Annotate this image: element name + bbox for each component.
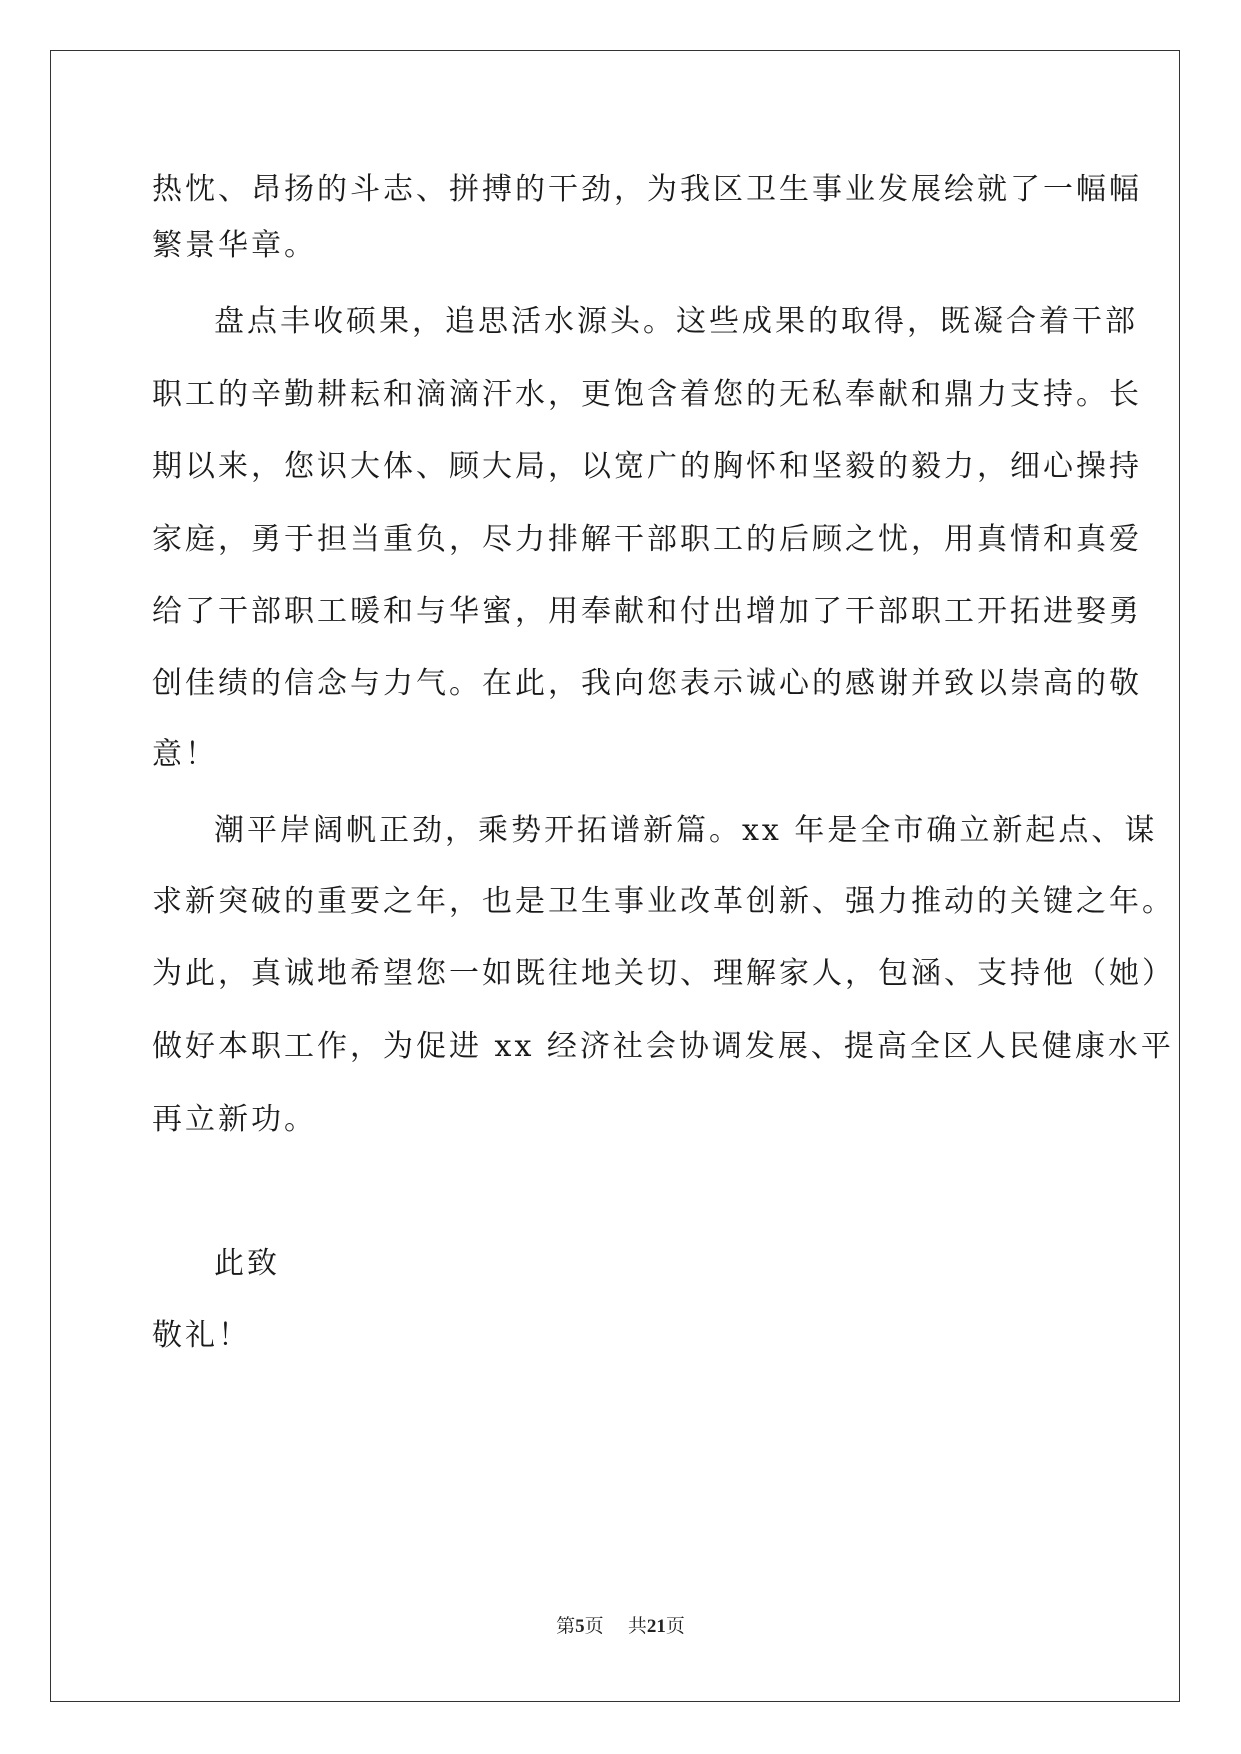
page-border <box>50 50 1180 1702</box>
total-page-count: 21 <box>646 1616 666 1637</box>
body-line: 再立新功。 <box>152 1102 317 1137</box>
body-line: 为此，真诚地希望您一如既往地关切、理解家人，包涵、支持他（她） <box>152 956 1175 991</box>
closing-regards: 敬礼！ <box>152 1318 251 1353</box>
paragraph-start-line: 潮平岸阔帆正劲，乘势开拓谱新篇。xx 年是全市确立新起点、谋 <box>214 813 1158 848</box>
footer-prefix: 第 <box>556 1615 576 1637</box>
page-footer <box>0 1614 1241 1639</box>
footer-total-unit: 页 <box>665 1615 685 1637</box>
body-line: 意！ <box>152 737 218 772</box>
body-line: 热忱、昂扬的斗志、拼搏的干劲，为我区卫生事业发展绘就了一幅幅 <box>152 172 1142 207</box>
body-line: 给了干部职工暖和与华蜜，用奉献和付出增加了干部职工开拓进娶勇 <box>152 594 1142 629</box>
current-page-number: 5 <box>575 1616 585 1637</box>
footer-page-unit: 页 <box>584 1615 604 1637</box>
body-line: 创佳绩的信念与力气。在此，我向您表示诚心的感谢并致以崇高的敬 <box>152 666 1142 701</box>
body-line: 做好本职工作，为促进 xx 经济社会协调发展、提高全区人民健康水平 <box>152 1029 1174 1064</box>
body-line: 家庭，勇于担当重负，尽力排解干部职工的后顾之忧，用真情和真爱 <box>152 522 1142 557</box>
paragraph-start-line: 盘点丰收硕果，追思活水源头。这些成果的取得，既凝合着干部 <box>214 304 1138 339</box>
footer-total-prefix: 共 <box>627 1615 647 1637</box>
body-line: 求新突破的重要之年，也是卫生事业改革创新、强力推动的关键之年。 <box>152 884 1175 919</box>
body-line: 职工的辛勤耕耘和滴滴汗水，更饱含着您的无私奉献和鼎力支持。长 <box>152 377 1142 412</box>
body-line: 繁景华章。 <box>152 228 317 263</box>
closing-salutation: 此致 <box>214 1246 280 1281</box>
body-line: 期以来，您识大体、顾大局，以宽广的胸怀和坚毅的毅力，细心操持 <box>152 449 1142 484</box>
